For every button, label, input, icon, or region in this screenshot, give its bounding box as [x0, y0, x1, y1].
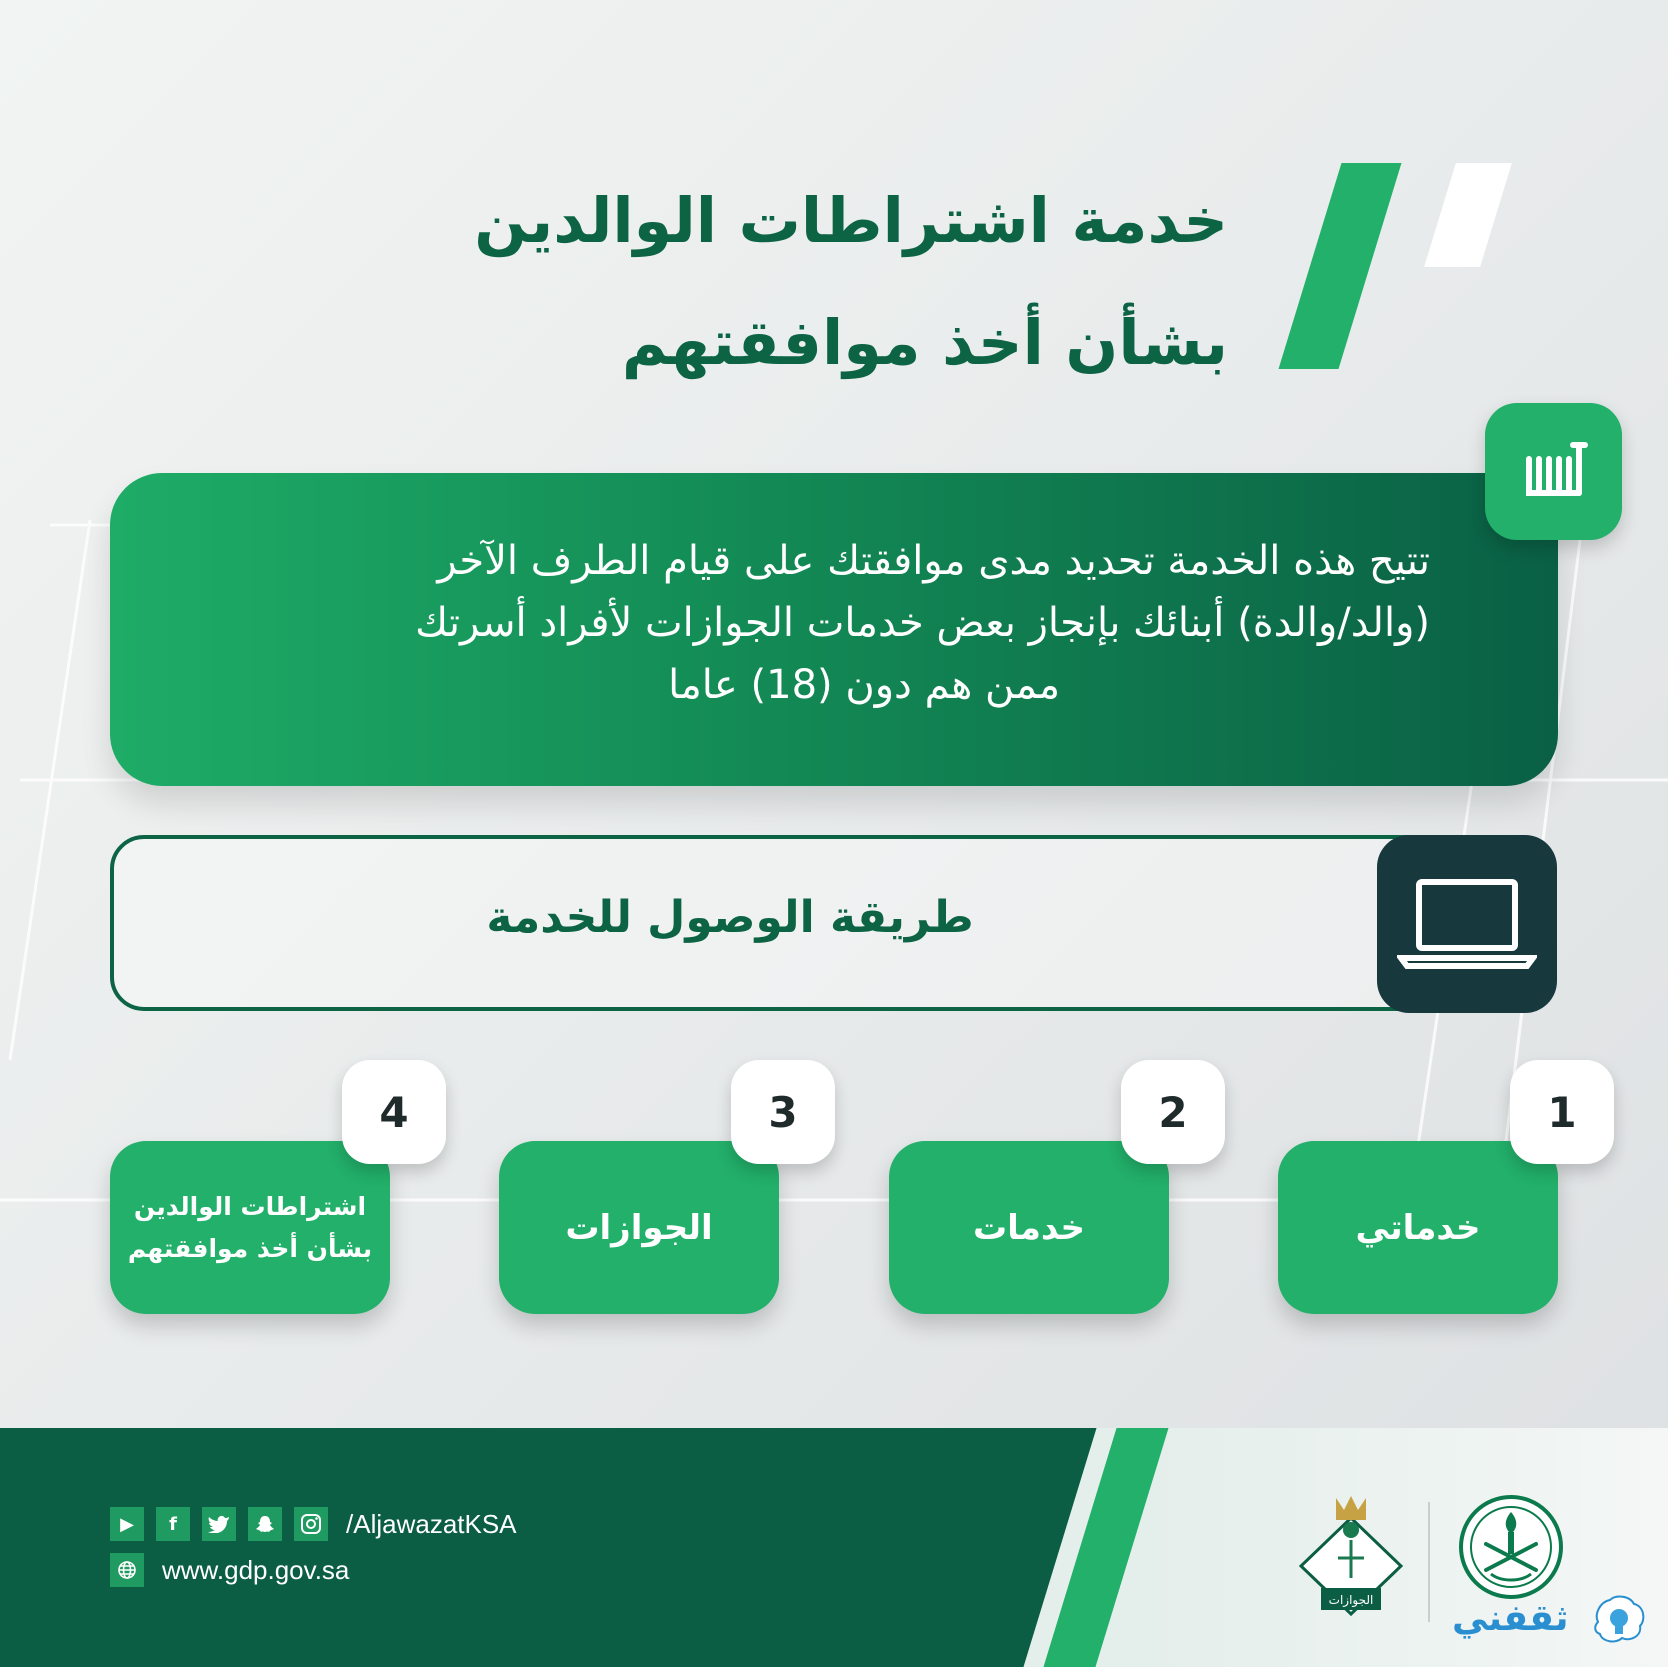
globe-icon	[110, 1553, 144, 1587]
description-line-1: تتيح هذه الخدمة تحديد مدى موافقتك على قيام الطرف الآخر	[437, 538, 1430, 584]
step-4-label-line-1: اشتراطات الوالدين	[133, 1191, 367, 1221]
description-line-3: ممن هم دون (18) عاما	[668, 662, 1060, 708]
facebook-icon[interactable]: f	[156, 1507, 190, 1541]
step-2-number: 2	[1121, 1060, 1225, 1164]
step-1-label: خدماتي	[1355, 1207, 1481, 1248]
access-method-label: طريقة الوصول للخدمة	[486, 892, 974, 943]
instagram-icon[interactable]	[294, 1507, 328, 1541]
snapchat-icon[interactable]	[248, 1507, 282, 1541]
step-2-card	[889, 1141, 1169, 1314]
step-4-number: 4	[342, 1060, 446, 1164]
social-handle[interactable]: /AljawazatKSA	[346, 1508, 517, 1539]
step-4-label-line-2: بشأن أخذ موافقتهم	[127, 1233, 373, 1263]
laptop-icon	[1397, 874, 1537, 974]
website-link[interactable]: www.gdp.gov.sa	[162, 1554, 350, 1585]
passports-logo	[1296, 1488, 1406, 1628]
step-3-label: الجوازات	[565, 1207, 713, 1248]
twitter-icon[interactable]	[202, 1507, 236, 1541]
step-1-number: 1	[1510, 1060, 1614, 1164]
step-3-number: 3	[731, 1060, 835, 1164]
step-2-label: خدمات	[972, 1207, 1086, 1248]
youtube-icon[interactable]: ▶	[110, 1507, 144, 1541]
passports-logo-text: الجوازات	[1328, 1593, 1374, 1607]
ministry-interior-logo	[1456, 1492, 1566, 1602]
step-4-card	[110, 1141, 390, 1314]
step-3-card	[499, 1141, 779, 1314]
laptop-tile	[1377, 835, 1557, 1013]
absher-badge	[1485, 403, 1622, 540]
social-row	[110, 1506, 517, 1542]
lightbulb-icon	[1590, 1592, 1648, 1652]
step-1-card	[1278, 1141, 1558, 1314]
description-line-2: (والد/والدة) أبنائك بإنجاز بعض خدمات الجوازات لأفراد أسرتك	[415, 600, 1430, 646]
title-line-2: بشأن أخذ موافقتهم	[621, 306, 1228, 379]
page-title	[228, 160, 1228, 404]
absher-logo-icon	[1519, 437, 1589, 507]
title-line-1: خدمة اشتراطات الوالدين	[474, 184, 1228, 257]
description-text	[220, 530, 1430, 716]
watermark-text: ثقفني	[1452, 1598, 1569, 1639]
website-row	[110, 1552, 349, 1588]
logo-divider	[1428, 1502, 1430, 1622]
